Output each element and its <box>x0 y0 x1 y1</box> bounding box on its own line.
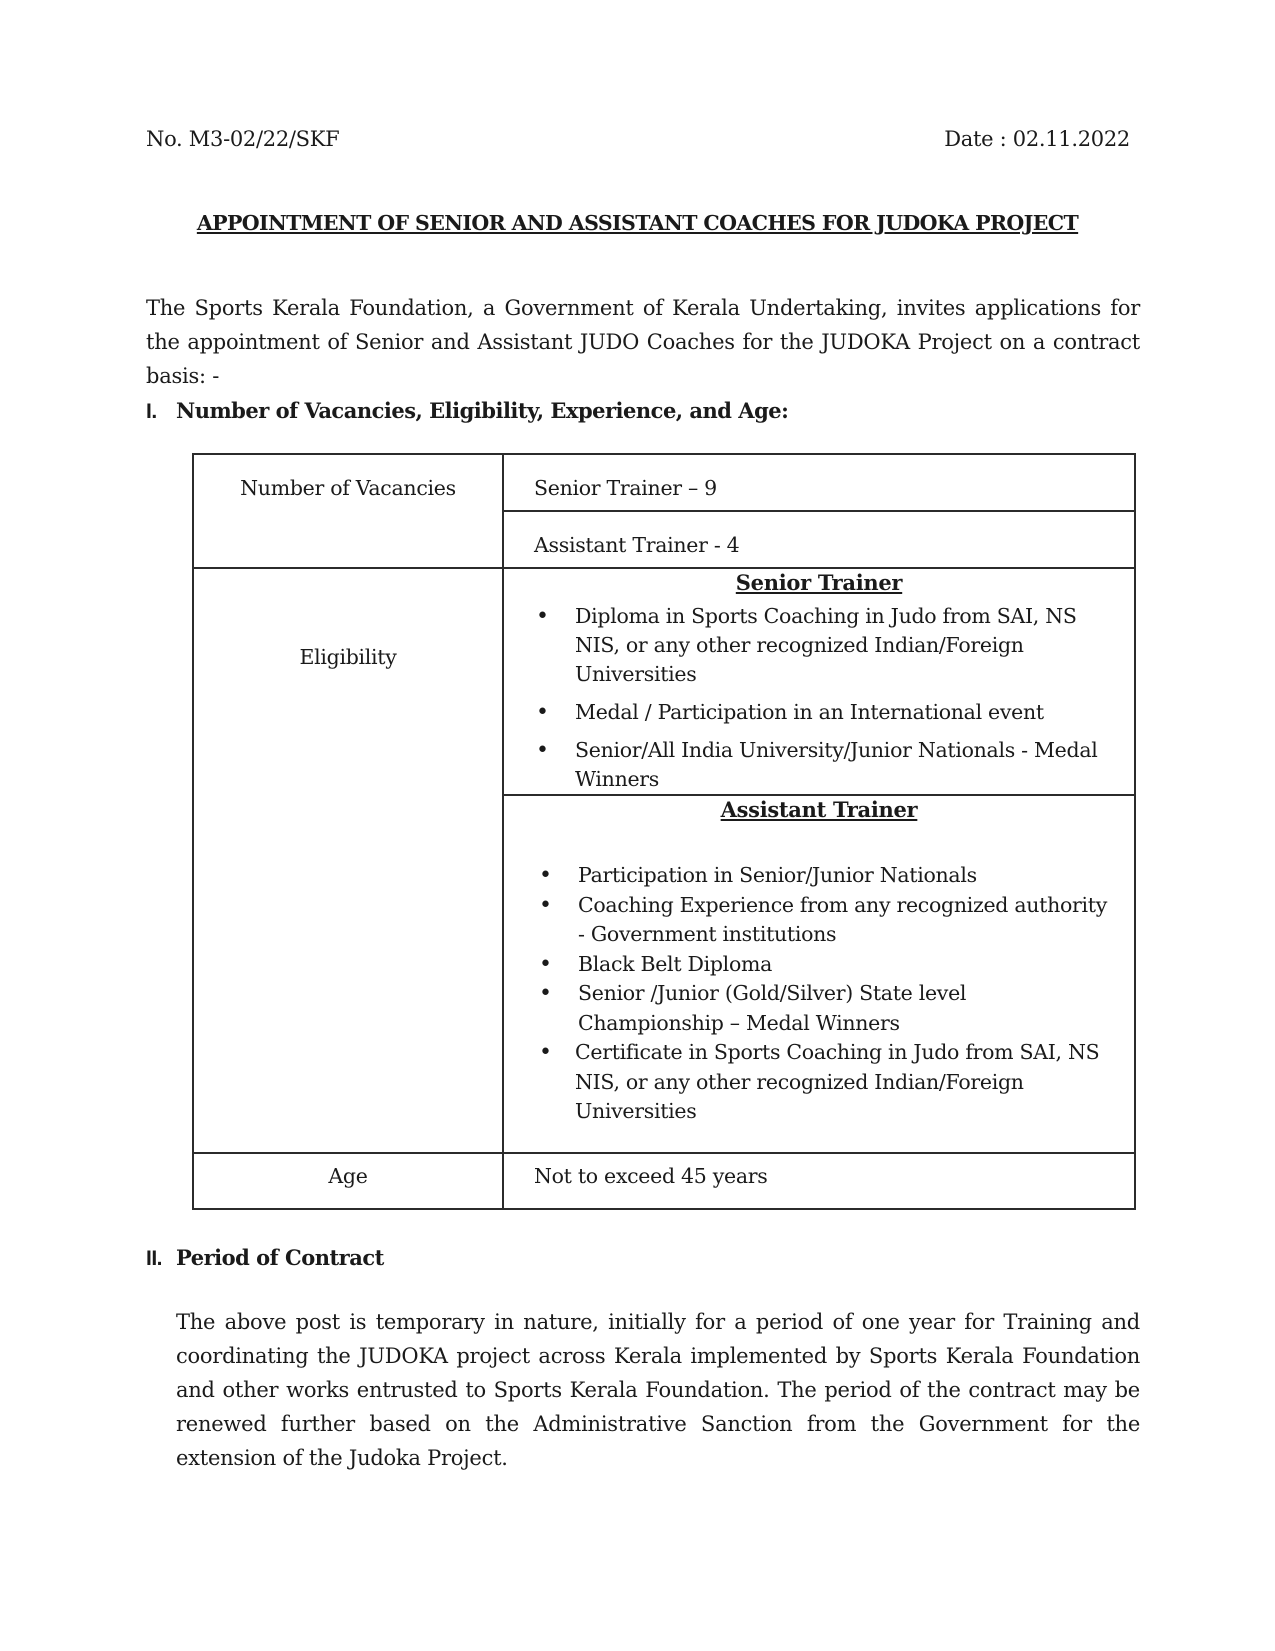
senior-trainer-heading: Senior Trainer <box>735 570 903 595</box>
vacancy-assistant-cell <box>503 511 1135 568</box>
contract-paragraph: The above post is temporary in nature, initially for a period of one year for Training and coordinating the JUDOKA project across Kerala implemented by Sports Kerala Foundation and other works entrusted to Sports Kerala Foundation. The period of the contract may be renewed further based on the Administrative Sanction from the Government for the extension of the Judoka Project. <box>176 1310 1140 1470</box>
eligibility-label-cell <box>193 568 503 1153</box>
list-item: • Senior /Junior (Gold/Silver) State level Championship – Medal Winners <box>504 979 1134 1038</box>
document-title: APPOINTMENT OF SENIOR AND ASSISTANT COACHES FOR JUDOKA PROJECT <box>196 211 1079 235</box>
age-value: Not to exceed 45 years <box>534 1164 768 1188</box>
list-item: • Coaching Experience from any recognized authority - Government institutions <box>504 891 1134 950</box>
section-1-title: Number of Vacancies, Eligibility, Experience, and Age: <box>176 398 789 423</box>
section-2-title: Period of Contract <box>176 1245 384 1270</box>
table-row-eligibility-senior <box>193 568 1135 795</box>
document-date: Date : 02.11.2022 <box>944 127 1130 151</box>
section-1-heading <box>146 398 788 424</box>
list-item: • Participation in Senior/Junior Nationals <box>504 861 1134 891</box>
section-1-number: I. <box>146 400 157 423</box>
vacancy-assistant: Assistant Trainer - 4 <box>534 533 740 557</box>
vacancy-senior-cell <box>503 454 1135 511</box>
table-row-vacancies-senior <box>193 454 1135 511</box>
eligibility-label: Eligibility <box>299 645 397 669</box>
section-2-number: II. <box>146 1247 163 1270</box>
vacancies-label-cell <box>193 454 503 568</box>
table-row-age <box>193 1153 1135 1209</box>
age-label-cell <box>193 1153 503 1209</box>
list-item: • Medal / Participation in an International event <box>504 698 1134 727</box>
assistant-eligibility-cell <box>503 795 1135 1153</box>
assistant-trainer-heading: Assistant Trainer <box>720 797 918 822</box>
eligibility-table <box>192 453 1136 1210</box>
section-2-heading <box>146 1245 384 1271</box>
list-item: • Black Belt Diploma <box>504 950 1134 980</box>
intro-paragraph: The Sports Kerala Foundation, a Government of Kerala Undertaking, invites applications for the appointment of Senior and Assistant JUDO Coaches for the JUDOKA Project on a contract basis: - <box>146 296 1140 388</box>
list-item: • Certificate in Sports Coaching in Judo from SAI, NS NIS, or any other recognized Indian/Foreign Universities <box>504 1038 1134 1127</box>
vacancy-senior: Senior Trainer – 9 <box>534 476 717 500</box>
senior-eligibility-cell <box>503 568 1135 795</box>
list-item: • Senior/All India University/Junior Nationals - Medal Winners <box>504 736 1134 794</box>
senior-eligibility-list <box>504 602 1134 794</box>
list-item: • Diploma in Sports Coaching in Judo from SAI, NS NIS, or any other recognized Indian/Foreign Universities <box>504 602 1134 689</box>
assistant-eligibility-list <box>504 861 1134 1127</box>
reference-number: No. M3-02/22/SKF <box>146 127 340 151</box>
age-value-cell <box>503 1153 1135 1209</box>
vacancies-label: Number of Vacancies <box>240 476 456 500</box>
age-label: Age <box>328 1164 368 1188</box>
